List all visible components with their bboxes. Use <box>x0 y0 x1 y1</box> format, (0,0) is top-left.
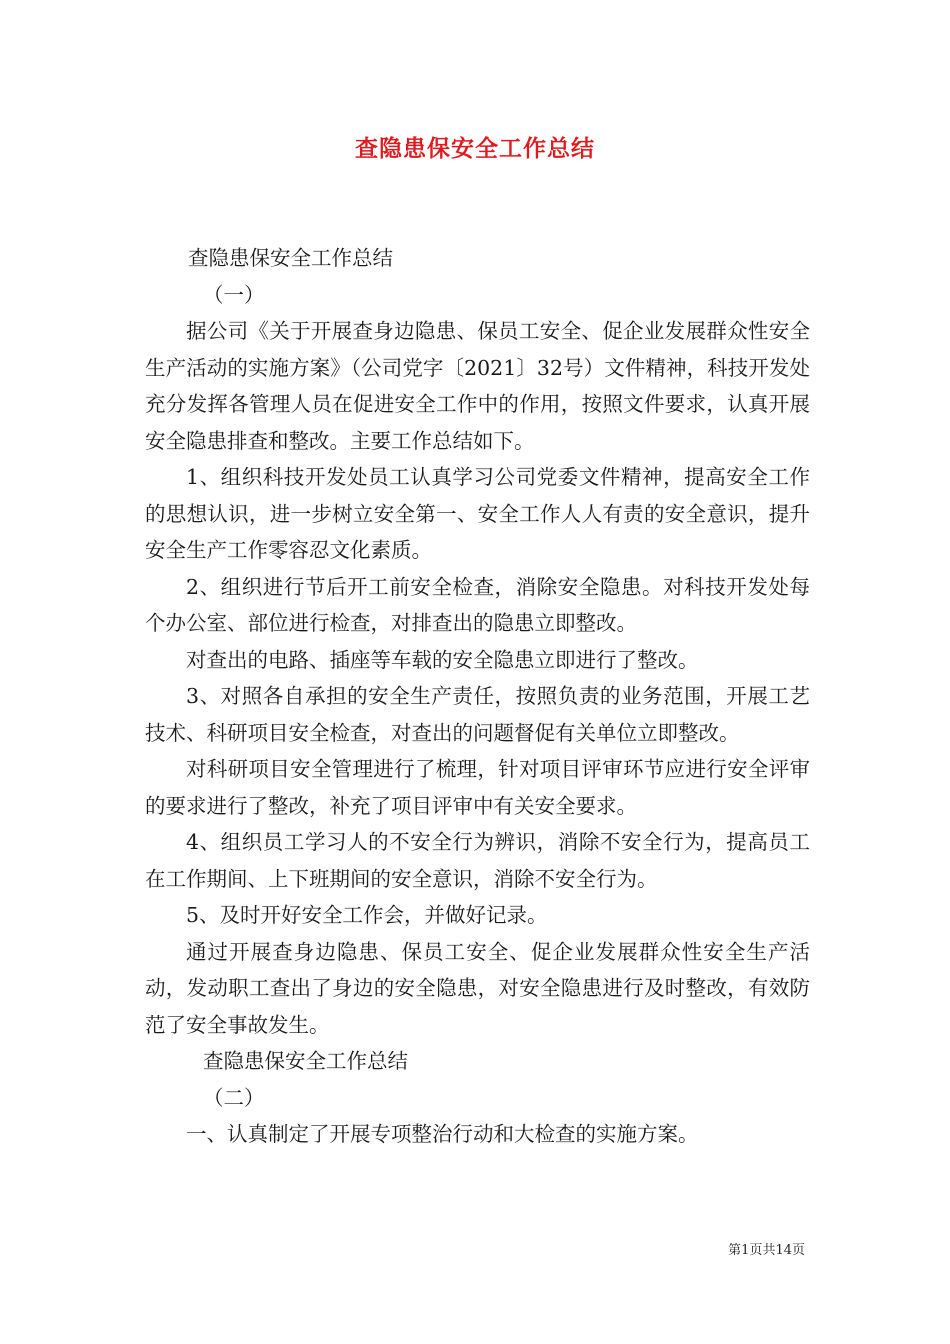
paragraph: 对科研项目安全管理进行了梳理，针对项目评审环节应进行安全评审的要求进行了整改，补充了项目评审中有关安全要求。 <box>145 757 810 818</box>
paragraph: 5、及时开好安全工作会，并做好记录。 <box>186 903 548 927</box>
paragraph: 1、组织科技开发处员工认真学习公司党委文件精神，提高安全工作的思想认识，进一步树立安全第一、安全工作人人有责的安全意识，提升安全生产工作零容忍文化素质。 <box>145 465 810 562</box>
paragraph: 一、认真制定了开展专项整治行动和大检查的实施方案。 <box>186 1122 699 1146</box>
paragraph: 通过开展查身边隐患、保员工安全、促企业发展群众性安全生产活动，发动职工查出了身边的安全隐患，对安全隐患进行及时整改，有效防范了安全事故发生。 <box>145 939 810 1037</box>
paragraph: 4、组织员工学习人的不安全行为辨识，消除不安全行为，提高员工在工作期间、上下班期间的安全意识，消除不安全行为。 <box>145 830 810 891</box>
paragraph: 对查出的电路、插座等车载的安全隐患立即进行了整改。 <box>186 647 699 672</box>
paragraph: 3、对照各自承担的安全生产责任，按照负责的业务范围，开展工艺技术、科研项目安全检查，对查出的问题督促有关单位立即整改。 <box>145 684 810 745</box>
paragraph: 据公司《关于开展查身边隐患、保员工安全、促企业发展群众性安全生产活动的实施方案》（公司党字〔2021〕32号）文件精神，科技开发处充分发挥各管理人员在促进安全工作中的作用，按照文件要求，认真开展安全隐患排查和整改。主要工作总结如下。 <box>145 319 810 453</box>
document-body <box>145 240 810 1153</box>
section-heading: 查隐患保安全工作总结 <box>203 1049 408 1073</box>
page-number: 第1页共14页 <box>728 1243 805 1258</box>
section-number: （二） <box>203 1085 265 1110</box>
section-heading: 查隐患保安全工作总结 <box>188 246 393 270</box>
paragraph: 2、组织进行节后开工前安全检查，消除安全隐患。对科技开发处每个办公室、部位进行检查，对排查出的隐患立即整改。 <box>145 574 810 635</box>
section-number: （一） <box>203 282 265 307</box>
document-title: 查隐患保安全工作总结 <box>355 135 595 162</box>
